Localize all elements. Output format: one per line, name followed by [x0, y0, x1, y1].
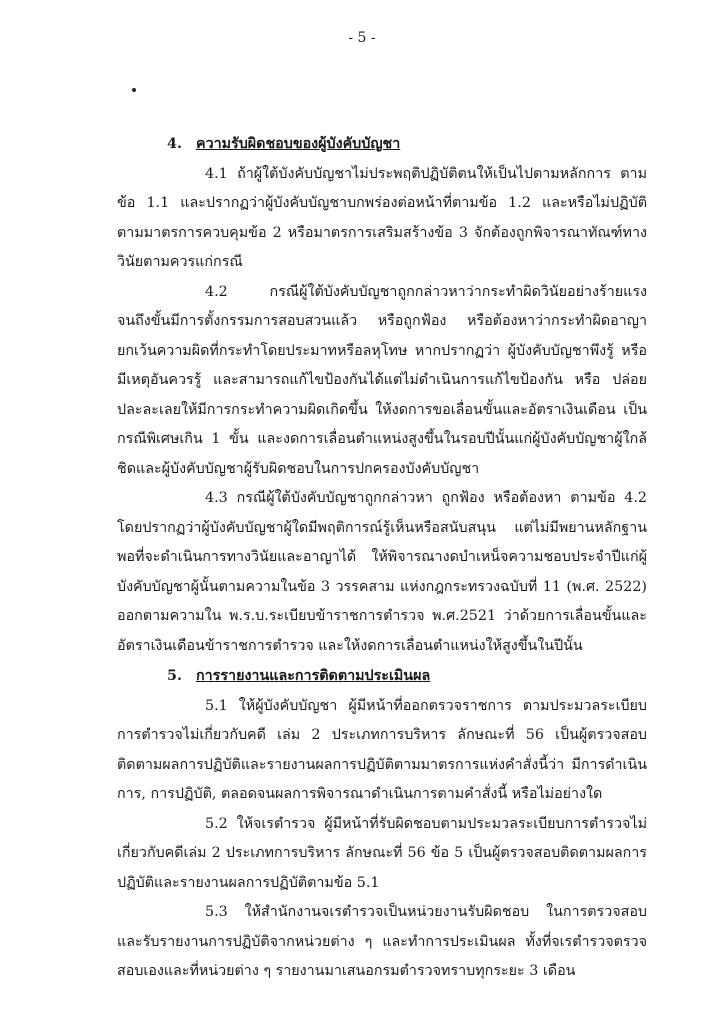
page-number: - 5 - — [348, 30, 376, 46]
section-5-number: 5. — [167, 668, 182, 684]
paragraph-5-3: 5.3 ให้สำนักงานจเรตำรวจเป็นหน่วยงานรับผิดชอบ ในการตรวจสอบและรับรายงานการปฏิบัติจากหน่วยต่าง ๆ และทำการประเมินผล ทั้งที่จเรตำรวจตรวจสอบเองและที่หน่วยต่าง ๆ รายงานมาเสนอกรมตำรวจทราบทุกระยะ 3 เดือน — [117, 904, 647, 979]
paragraph-4-3: 4.3 กรณีผู้ใต้บังคับบัญชาถูกกล่าวหา ถูกฟ้อง หรือต้องหา ตามข้อ 4.2 โดยปรากฏว่าผู้บังคับบัญชาผู้ใดมีพฤติการณ์รู้เห็นหรือสนับสนุน แต่ไม่มีพยานหลักฐานพอที่จะดำเนินการทางวินัยและอาญาได้ ให้พิจารณางดบำเหน็จความชอบประจำปีแก่ผู้บังคับบัญชาผู้นั้นตามความในข้อ 3 วรรคสาม แห่งกฎกระทรวงฉบับที่ 11 (พ.ศ. 2522) ออกตามความใน พ.ร.บ.ระเบียบข้าราชการตำรวจ พ.ศ.2521 ว่าด้วยการเลื่อนขั้นและอัตราเงินเดือนข้าราชการตำรวจ และให้งดการเลื่อนตำแหน่งให้สูงขึ้นในปีนั้น — [117, 490, 647, 654]
paragraph-4-1: 4.1 ถ้าผู้ใต้บังคับบัญชาไม่ประพฤติปฏิบัติตนให้เป็นไปตามหลักการ ตาม ข้อ 1.1 และปรากฏว่าผู้บังคับบัญชาบกพร่องต่อหน้าที่ตามข้อ 1.2 และหรือไม่ปฏิบัติตามมาตรการควบคุมข้อ 2 หรือมาตรการเสริมสร้างข้อ 3 จักต้องถูกพิจารณาทัณฑ์ทางวินัยตามควรแก่กรณี — [117, 165, 647, 270]
section-4-heading — [117, 130, 647, 160]
paragraph-4-2: 4.2 กรณีผู้ใต้บังคับบัญชาถูกกล่าวหาว่ากระทำผิดวินัยอย่างร้ายแรง จนถึงขั้นมีการตั้งกรรมการสอบสวนแล้ว หรือถูกฟ้อง หรือต้องหาว่ากระทำผิดอาญา ยกเว้นความผิดที่กระทำโดยประมาทหรือลหุโทษ หากปรากฏว่า ผู้บังคับบัญชาพึงรู้ หรือมีเหตุอันควรรู้ และสามารถแก้ไขป้องกันได้แต่ไม่ดำเนินการแก้ไขป้องกัน หรือ ปล่อยปละละเลยให้มีการกระทำความผิดเกิดขึ้น ให้งดการขอเลื่อนขั้นและอัตราเงินเดือน เป็นกรณีพิเศษเกิน 1 ขั้น และงดการเลื่อนตำแหน่งสูงขึ้นในรอบปีนั้นแก่ผู้บังคับบัญชาผู้ใกล้ชิดและผู้บังคับบัญชาผู้รับผิดชอบในการปกครองบังคับบัญชา — [117, 283, 647, 477]
section-5-title: การรายงานและการติดตามประเมินผล — [196, 668, 431, 684]
paragraph-5-2: 5.2 ให้จเรตำรวจ ผู้มีหน้าที่รับผิดชอบตามประมวลระเบียบการตำรวจไม่เกี่ยวกับคดีเล่ม 2 ประเภทการบริหาร ลักษณะที่ 56 ข้อ 5 เป็นผู้ตรวจสอบติดตามผลการปฏิบัติและรายงานผลการปฏิบัติตามข้อ 5.1 — [117, 815, 647, 891]
scan-speck — [132, 88, 136, 92]
paragraph-5-1: 5.1 ให้ผู้บังคับบัญชา ผู้มีหน้าที่ออกตรวจราชการ ตามประมวลระเบียบการตำรวจไม่เกี่ยวกับคดี เล่ม 2 ประเภทการบริหาร ลักษณะที่ 56 เป็นผู้ตรวจสอบติดตามผลการปฏิบัติและรายงานผลการปฏิบัติตามมาตรการแห่งคำสั่งนี้ว่า มีการดำเนินการ, การปฏิบัติ, ตลอดจนผลการพิจารณาดำเนินการตามคำสั่งนี้ หรือไม่อย่างใด — [117, 697, 647, 802]
section-4-title: ความรับผิดชอบของผู้บังคับบัญชา — [196, 136, 401, 152]
section-4-number: 4. — [167, 136, 182, 152]
document-body — [117, 130, 647, 987]
section-5-heading — [117, 662, 647, 692]
